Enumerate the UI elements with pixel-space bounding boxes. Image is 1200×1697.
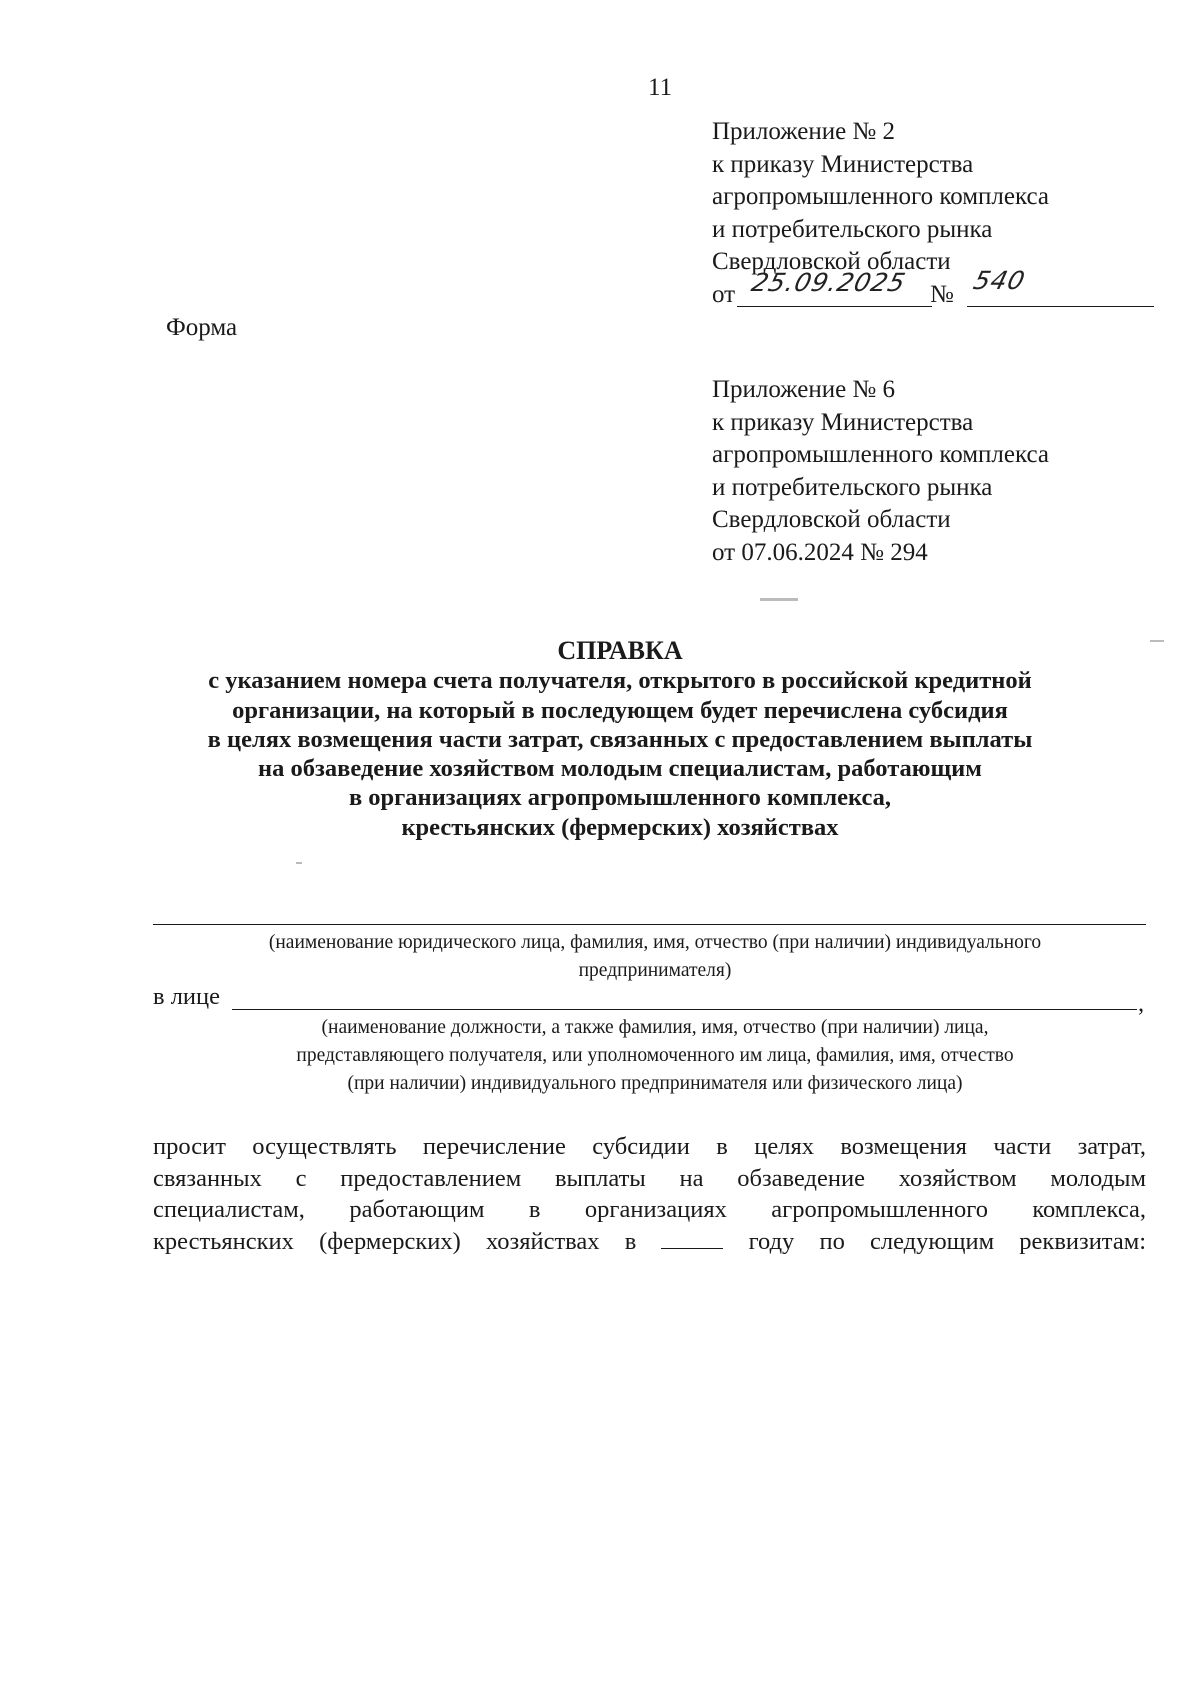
appendix-2-block xyxy=(712,116,1049,313)
caption-line: (наименование юридического лица, фамилия, имя, отчество (при наличии) индивидуального xyxy=(268,932,1042,953)
caption-line: представляющего получателя, или уполномоченного им лица, фамилия, имя, отчество xyxy=(296,1045,1014,1066)
page-number: 11 xyxy=(648,74,673,101)
appendix-6-line: к приказу Министерства xyxy=(712,408,974,436)
in-person-label: в лице xyxy=(153,983,221,1010)
organization-caption xyxy=(160,929,1150,985)
paragraph-text-before-year: крестьянских (фермерских) хозяйствах в xyxy=(153,1227,637,1255)
scan-speck xyxy=(296,862,302,864)
request-paragraph xyxy=(153,1131,1146,1257)
appendix-6-line: Свердловской области xyxy=(712,506,951,533)
appendix-2-line: агропромышленного комплекса xyxy=(712,183,1050,210)
paragraph-line: связанных с предоставлением выплаты на обзаведение хозяйством молодым xyxy=(153,1164,1146,1192)
paragraph-line: специалистам, работающим в организациях агропромышленного комплекса, xyxy=(153,1196,1146,1223)
appendix-2-line: Свердловской области xyxy=(712,248,951,275)
representative-caption xyxy=(190,1014,1120,1098)
caption-line: (при наличии) индивидуального предпринимателя или физического лица) xyxy=(347,1073,963,1094)
number-underline xyxy=(967,306,1154,307)
title-line: на обзаведение хозяйством молодым специалистам, работающим xyxy=(258,755,982,783)
number-sign: № xyxy=(930,280,954,308)
handwritten-date: 25.09.2025 xyxy=(748,267,909,297)
appendix-2-line: Приложение № 2 xyxy=(712,118,896,145)
appendix-6-line: от 07.06.2024 № 294 xyxy=(712,538,928,566)
scan-speck xyxy=(760,598,798,601)
title-line: организации, на который в последующем будет перечислена субсидия xyxy=(232,696,1008,724)
paragraph-line: просит осуществлять перечисление субсидии в целях возмещения части затрат, xyxy=(153,1133,1146,1160)
appendix-6-line: агропромышленного комплекса xyxy=(712,441,1050,468)
appendix-6-line: и потребительского рынка xyxy=(712,473,993,501)
title-line: с указанием номера счета получателя, открытого в российской кредитной xyxy=(208,667,1032,695)
date-prefix: от xyxy=(712,280,736,308)
title-line: в целях возмещения части затрат, связанных с предоставлением выплаты xyxy=(207,725,1033,753)
year-blank-field[interactable] xyxy=(661,1228,723,1249)
appendix-2-date-line xyxy=(712,265,1049,313)
appendix-6-block xyxy=(712,374,1049,569)
date-underline xyxy=(737,306,932,307)
paragraph-text-after-year: году по следующим реквизитам: xyxy=(748,1227,1146,1255)
appendix-2-line: к приказу Министерства xyxy=(712,150,974,178)
document-title-block xyxy=(140,636,1100,842)
field-comma: , xyxy=(1138,990,1145,1017)
title-line: в организациях агропромышленного комплекса, xyxy=(348,784,892,812)
scan-speck xyxy=(1150,640,1164,642)
organization-name-field[interactable] xyxy=(153,924,1146,925)
appendix-2-line: и потребительского рынка xyxy=(712,215,993,243)
appendix-6-line: Приложение № 6 xyxy=(712,376,896,403)
paragraph-line-last xyxy=(153,1226,1146,1258)
document-title: СПРАВКА xyxy=(557,636,683,665)
title-line: крестьянских (фермерских) хозяйствах xyxy=(401,813,839,841)
handwritten-number: 540 xyxy=(970,265,1029,295)
caption-line: (наименование должности, а также фамилия, имя, отчество (при наличии) лица, xyxy=(321,1017,989,1038)
caption-line: предпринимателя) xyxy=(578,960,732,981)
form-label: Форма xyxy=(166,314,238,341)
representative-field[interactable] xyxy=(232,1009,1137,1010)
